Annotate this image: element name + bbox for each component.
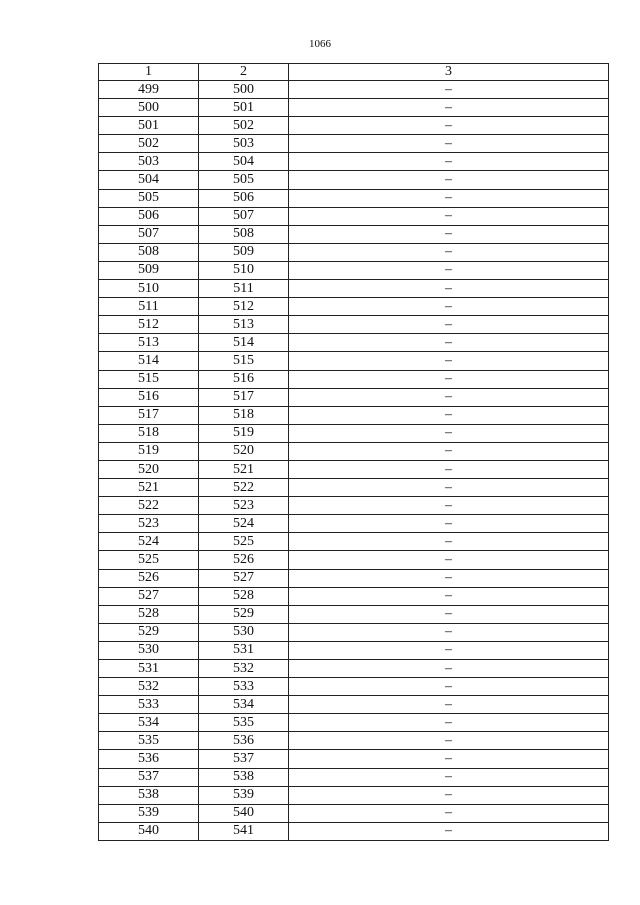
table-cell-col-2: 523: [199, 497, 289, 515]
table-cell-col-2: 501: [199, 99, 289, 117]
table-cell-col-2: 539: [199, 786, 289, 804]
table-header: [99, 64, 609, 81]
table-cell-col-3: –: [289, 768, 609, 786]
data-table: [98, 63, 609, 841]
table-cell-col-1: 536: [99, 750, 199, 768]
table-cell-col-3: –: [289, 81, 609, 99]
table-row: [99, 388, 609, 406]
table-cell-col-3: –: [289, 533, 609, 551]
table-row: [99, 587, 609, 605]
table-cell-col-3: –: [289, 388, 609, 406]
table-cell-col-3: –: [289, 135, 609, 153]
table-row: [99, 515, 609, 533]
table-cell-col-1: 511: [99, 298, 199, 316]
table-cell-col-1: 503: [99, 153, 199, 171]
table-row: [99, 334, 609, 352]
table-row: [99, 81, 609, 99]
table-cell-col-2: 508: [199, 225, 289, 243]
table-row: [99, 696, 609, 714]
column-header-1: 1: [99, 64, 199, 81]
table-cell-col-1: 522: [99, 497, 199, 515]
table-cell-col-2: 522: [199, 479, 289, 497]
table-cell-col-3: –: [289, 406, 609, 424]
table-cell-col-2: 504: [199, 153, 289, 171]
table-row: [99, 171, 609, 189]
table-cell-col-1: 529: [99, 623, 199, 641]
table-row: [99, 822, 609, 840]
table-cell-col-3: –: [289, 479, 609, 497]
table-cell-col-1: 500: [99, 99, 199, 117]
table-cell-col-3: –: [289, 243, 609, 261]
table-cell-col-1: 537: [99, 768, 199, 786]
table-cell-col-3: –: [289, 678, 609, 696]
table-cell-col-1: 524: [99, 533, 199, 551]
table-cell-col-3: –: [289, 442, 609, 460]
table-row: [99, 479, 609, 497]
table-row: [99, 605, 609, 623]
table-row: [99, 406, 609, 424]
table-row: [99, 551, 609, 569]
table-cell-col-3: –: [289, 153, 609, 171]
table-row: [99, 623, 609, 641]
table-cell-col-2: 509: [199, 243, 289, 261]
table-cell-col-3: –: [289, 786, 609, 804]
table-cell-col-1: 520: [99, 460, 199, 478]
table-cell-col-1: 521: [99, 479, 199, 497]
header-row: [99, 64, 609, 81]
table-cell-col-3: –: [289, 225, 609, 243]
table-row: [99, 370, 609, 388]
table-cell-col-3: –: [289, 207, 609, 225]
table-row: [99, 660, 609, 678]
table-cell-col-3: –: [289, 497, 609, 515]
table-cell-col-2: 528: [199, 587, 289, 605]
table-row: [99, 533, 609, 551]
table-cell-col-3: –: [289, 280, 609, 298]
table-cell-col-2: 519: [199, 424, 289, 442]
table-row: [99, 497, 609, 515]
table-body: [99, 81, 609, 841]
table-cell-col-2: 536: [199, 732, 289, 750]
table-cell-col-3: –: [289, 460, 609, 478]
table-row: [99, 678, 609, 696]
table-cell-col-1: 528: [99, 605, 199, 623]
table-cell-col-1: 532: [99, 678, 199, 696]
table-cell-col-1: 530: [99, 641, 199, 659]
table-row: [99, 225, 609, 243]
table-cell-col-1: 518: [99, 424, 199, 442]
table-cell-col-1: 533: [99, 696, 199, 714]
table-cell-col-2: 531: [199, 641, 289, 659]
table-cell-col-2: 518: [199, 406, 289, 424]
table-cell-col-2: 540: [199, 804, 289, 822]
table-cell-col-3: –: [289, 171, 609, 189]
table-cell-col-1: 507: [99, 225, 199, 243]
table-row: [99, 442, 609, 460]
table-cell-col-2: 503: [199, 135, 289, 153]
table-cell-col-1: 504: [99, 171, 199, 189]
table-cell-col-1: 534: [99, 714, 199, 732]
table-cell-col-3: –: [289, 750, 609, 768]
table-cell-col-1: 510: [99, 280, 199, 298]
table-cell-col-2: 524: [199, 515, 289, 533]
table-cell-col-3: –: [289, 334, 609, 352]
table-cell-col-3: –: [289, 298, 609, 316]
table-cell-col-1: 538: [99, 786, 199, 804]
table-cell-col-2: 513: [199, 316, 289, 334]
table-cell-col-1: 509: [99, 261, 199, 279]
table-cell-col-3: –: [289, 660, 609, 678]
table-cell-col-1: 535: [99, 732, 199, 750]
table-row: [99, 298, 609, 316]
table-cell-col-2: 534: [199, 696, 289, 714]
table-cell-col-1: 501: [99, 117, 199, 135]
column-header-2: 2: [199, 64, 289, 81]
table-cell-col-2: 535: [199, 714, 289, 732]
table-cell-col-1: 531: [99, 660, 199, 678]
table-cell-col-2: 516: [199, 370, 289, 388]
table-row: [99, 714, 609, 732]
table-cell-col-3: –: [289, 551, 609, 569]
table-cell-col-2: 526: [199, 551, 289, 569]
table-cell-col-3: –: [289, 605, 609, 623]
table-cell-col-2: 507: [199, 207, 289, 225]
table-row: [99, 732, 609, 750]
table-cell-col-3: –: [289, 117, 609, 135]
page-number: 1066: [309, 38, 331, 50]
table-row: [99, 207, 609, 225]
table-row: [99, 243, 609, 261]
table-cell-col-2: 512: [199, 298, 289, 316]
table-row: [99, 99, 609, 117]
table-row: [99, 189, 609, 207]
table-cell-col-2: 538: [199, 768, 289, 786]
table-cell-col-2: 537: [199, 750, 289, 768]
table-cell-col-2: 500: [199, 81, 289, 99]
table-cell-col-3: –: [289, 587, 609, 605]
table-cell-col-2: 527: [199, 569, 289, 587]
table-cell-col-1: 514: [99, 352, 199, 370]
table-row: [99, 786, 609, 804]
table-cell-col-1: 519: [99, 442, 199, 460]
table-cell-col-2: 506: [199, 189, 289, 207]
table-cell-col-3: –: [289, 352, 609, 370]
table-cell-col-3: –: [289, 189, 609, 207]
table-cell-col-2: 510: [199, 261, 289, 279]
table-row: [99, 261, 609, 279]
table-cell-col-3: –: [289, 714, 609, 732]
table-cell-col-3: –: [289, 732, 609, 750]
table-cell-col-3: –: [289, 515, 609, 533]
table-cell-col-1: 516: [99, 388, 199, 406]
table-cell-col-1: 540: [99, 822, 199, 840]
table-cell-col-1: 505: [99, 189, 199, 207]
table-cell-col-1: 499: [99, 81, 199, 99]
table-row: [99, 352, 609, 370]
table-row: [99, 804, 609, 822]
table-cell-col-1: 515: [99, 370, 199, 388]
table-row: [99, 153, 609, 171]
table-cell-col-3: –: [289, 822, 609, 840]
table-cell-col-2: 541: [199, 822, 289, 840]
table-cell-col-2: 502: [199, 117, 289, 135]
table-row: [99, 641, 609, 659]
table-cell-col-1: 527: [99, 587, 199, 605]
table-cell-col-2: 521: [199, 460, 289, 478]
table-cell-col-2: 530: [199, 623, 289, 641]
table-row: [99, 768, 609, 786]
table-cell-col-3: –: [289, 696, 609, 714]
table-cell-col-3: –: [289, 261, 609, 279]
table-row: [99, 280, 609, 298]
table-cell-col-2: 520: [199, 442, 289, 460]
table-row: [99, 750, 609, 768]
table-row: [99, 135, 609, 153]
table-row: [99, 117, 609, 135]
table-row: [99, 460, 609, 478]
table-cell-col-2: 511: [199, 280, 289, 298]
table-row: [99, 316, 609, 334]
table-cell-col-2: 525: [199, 533, 289, 551]
table-cell-col-1: 506: [99, 207, 199, 225]
table-cell-col-1: 513: [99, 334, 199, 352]
table-cell-col-2: 515: [199, 352, 289, 370]
table-row: [99, 569, 609, 587]
table-cell-col-3: –: [289, 370, 609, 388]
table-cell-col-1: 517: [99, 406, 199, 424]
table-cell-col-3: –: [289, 424, 609, 442]
table-cell-col-1: 539: [99, 804, 199, 822]
table-cell-col-1: 502: [99, 135, 199, 153]
table-cell-col-2: 505: [199, 171, 289, 189]
column-header-3: 3: [289, 64, 609, 81]
table-cell-col-2: 532: [199, 660, 289, 678]
table-cell-col-2: 514: [199, 334, 289, 352]
table-cell-col-3: –: [289, 641, 609, 659]
table-cell-col-2: 517: [199, 388, 289, 406]
table-cell-col-1: 523: [99, 515, 199, 533]
table-cell-col-1: 508: [99, 243, 199, 261]
table-cell-col-2: 533: [199, 678, 289, 696]
table-cell-col-1: 512: [99, 316, 199, 334]
table-cell-col-3: –: [289, 569, 609, 587]
table-cell-col-3: –: [289, 99, 609, 117]
table-row: [99, 424, 609, 442]
table-cell-col-1: 526: [99, 569, 199, 587]
table-cell-col-2: 529: [199, 605, 289, 623]
table-cell-col-3: –: [289, 316, 609, 334]
table-cell-col-3: –: [289, 623, 609, 641]
table-cell-col-3: –: [289, 804, 609, 822]
table-cell-col-1: 525: [99, 551, 199, 569]
